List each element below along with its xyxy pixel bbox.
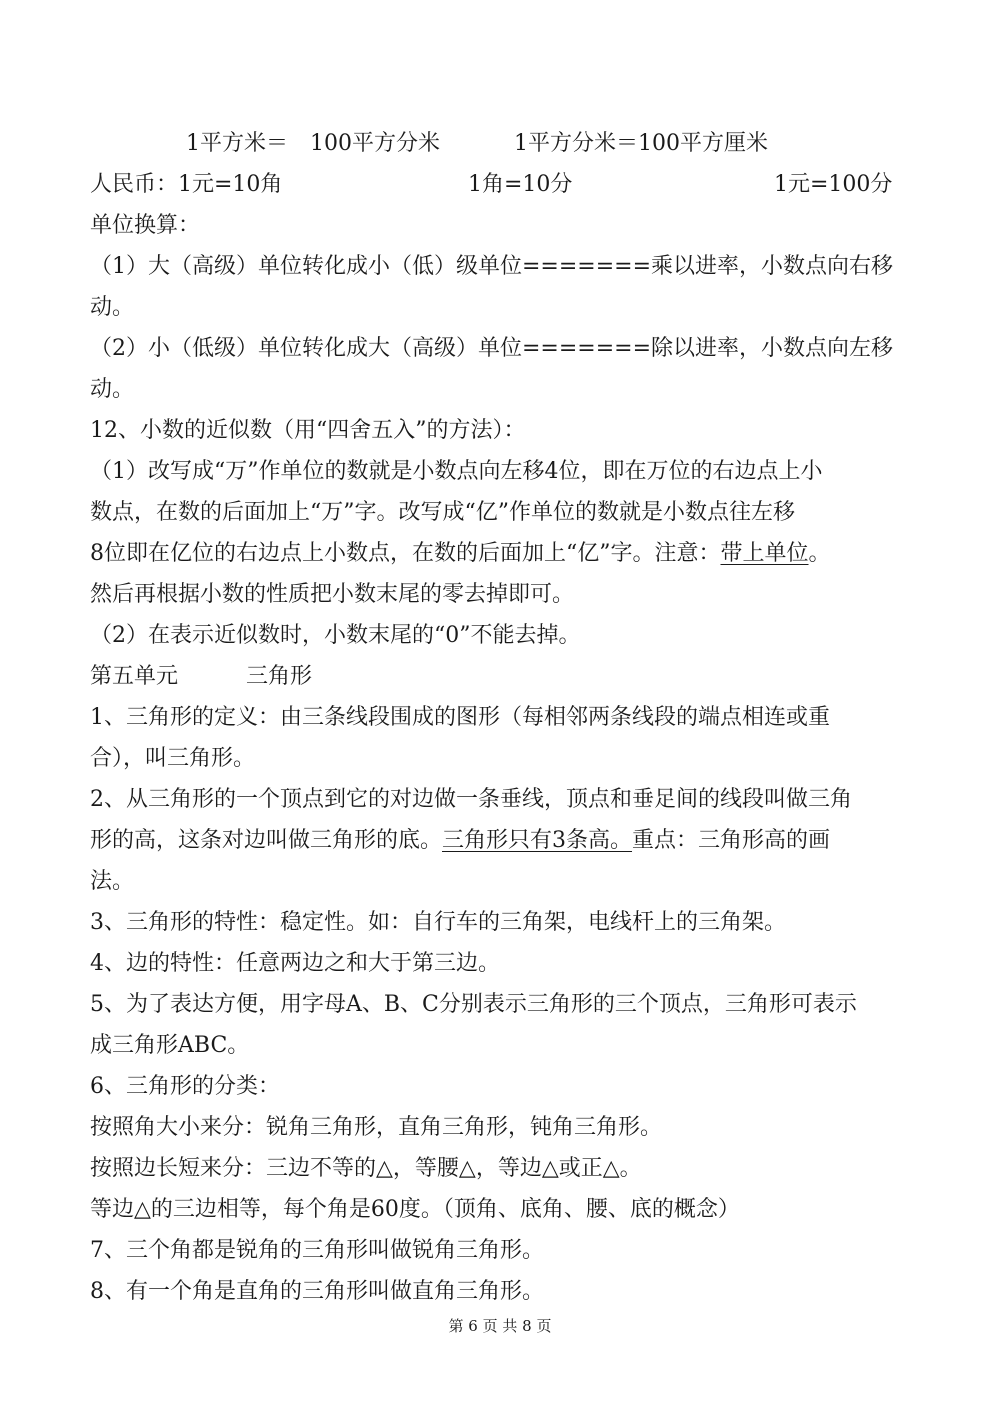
- approx-p1-line-2: 数点，在数的后面加上“万”字。改写成“亿”作单位的数就是小数点往左移: [90, 500, 795, 525]
- item-2-line-2: [90, 823, 920, 859]
- conversion-rule-1-line-2: 动。: [90, 295, 135, 320]
- approx-p1-line-4: 然后再根据小数的性质把小数末尾的零去掉即可。: [90, 582, 575, 607]
- item-2-line-1: 2、从三角形的一个顶点到它的对边做一条垂线，顶点和垂足间的线段叫做三角: [90, 787, 852, 812]
- classify-by-angle: 按照角大小来分：锐角三角形，直角三角形，钝角三角形。: [90, 1115, 663, 1140]
- item-8: 8、有一个角是直角的三角形叫做直角三角形。: [90, 1279, 544, 1304]
- item-7: 7、三个角都是锐角的三角形叫做锐角三角形。: [90, 1238, 544, 1263]
- unit-conversion-heading: 单位换算：: [90, 213, 201, 238]
- rmb-yuan: 1元=100分: [774, 172, 893, 197]
- item-1-line-2: 合），叫三角形。: [90, 746, 256, 771]
- item-1-line-1: 1、三角形的定义：由三条线段围成的图形（每相邻两条线段的端点相连或重: [90, 705, 830, 730]
- page-footer: 第 6 页 共 8 页: [448, 1317, 552, 1335]
- equilateral-note: 等边△的三边相等，每个角是60度。（顶角、底角、腰、底的概念）: [90, 1197, 740, 1222]
- approx-p1-line-1: （1）改写成“万”作单位的数就是小数点向左移4位，即在万位的右边点上小: [90, 459, 823, 484]
- item-5-line-2: 成三角形ABC。: [90, 1033, 250, 1058]
- item-5-line-1: 5、为了表达方便，用字母A、B、C分别表示三角形的三个顶点，三角形可表示: [90, 992, 857, 1017]
- item-2-line-3: 法。: [90, 869, 135, 894]
- approx-p1-line-3-text: 8位即在亿位的右边点上小数点，在数的后面加上“亿”字。注意：: [90, 541, 721, 566]
- unit5-label: 第五单元: [90, 664, 179, 689]
- item-4: 4、边的特性：任意两边之和大于第三边。: [90, 951, 500, 976]
- item-3: 3、三角形的特性：稳定性。如：自行车的三角架，电线杆上的三角架。: [90, 910, 786, 935]
- item-2-line-2-text: 形的高，这条对边叫做三角形的底。: [90, 828, 443, 853]
- approx-heading: 12、小数的近似数（用“四舍五入”的方法）：: [90, 418, 526, 443]
- rmb-label: 人民币：1元=10角: [90, 172, 283, 197]
- conversion-rule-2-line-1: （2）小（低级）单位转化成大（高级）单位=======除以进率，小数点向左移: [90, 336, 894, 361]
- unit5-topic: 三角形: [246, 664, 313, 689]
- approx-p1-line-3-end: 。: [808, 541, 831, 566]
- item-2-line-2-end: 重点：三角形高的画: [632, 828, 831, 853]
- conversion-rule-1-line-1: （1）大（高级）单位转化成小（低）级单位=======乘以进率，小数点向右移: [90, 254, 894, 279]
- approx-p2: （2）在表示近似数时，小数末尾的“0”不能去掉。: [90, 623, 581, 648]
- approx-p1-line-3: [90, 536, 920, 572]
- item-6: 6、三角形的分类：: [90, 1074, 280, 1099]
- underlined-heights-note: 三角形只有3条高。: [442, 828, 633, 853]
- classify-by-side: 按照边长短来分：三边不等的△，等腰△，等边△或正△。: [90, 1156, 642, 1181]
- sqm-conversion: 1平方米＝ 100平方分米: [186, 131, 440, 156]
- sqdm-conversion: 1平方分米＝100平方厘米: [514, 131, 768, 156]
- underlined-note: 带上单位: [720, 541, 809, 566]
- conversion-rule-2-line-2: 动。: [90, 377, 135, 402]
- rmb-jiao: 1角=10分: [468, 172, 573, 197]
